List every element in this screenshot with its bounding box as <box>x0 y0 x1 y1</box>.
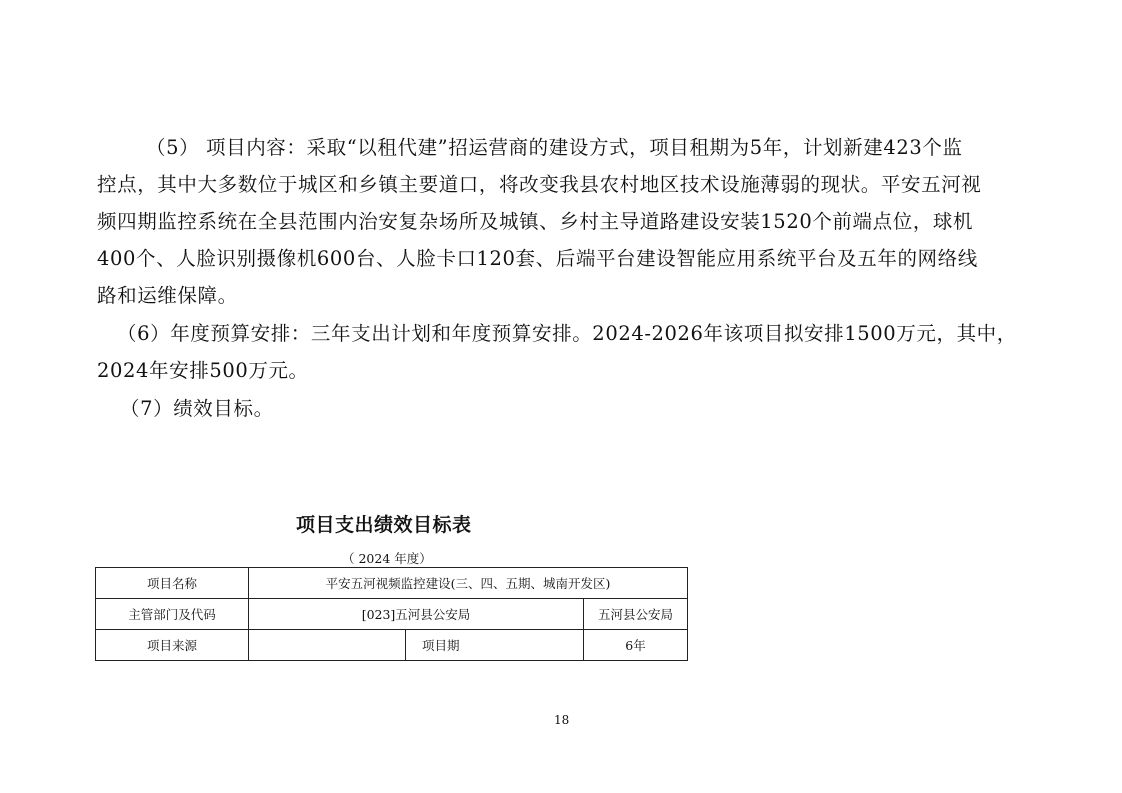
table-row-department <box>96 599 688 630</box>
table-title: 项目支出绩效目标表 <box>296 514 472 536</box>
paragraph-6-line-1: （6）年度预算安排：三年支出计划和年度预算安排。2024-2026年该项目拟安排1500万元，其中， <box>117 322 1017 345</box>
table-row-source <box>96 630 688 661</box>
department-code-value: [023]五河县公安局 <box>249 599 584 630</box>
table-row-project-name <box>96 568 688 599</box>
period-value: 6年 <box>584 630 688 661</box>
paragraph-5-line-5: 路和运维保障。 <box>97 284 238 307</box>
table-year: （ 2024 年度） <box>342 551 432 566</box>
department-label: 主管部门及代码 <box>96 599 249 630</box>
source-value <box>249 630 406 661</box>
page-number: 18 <box>554 713 570 727</box>
source-label: 项目来源 <box>96 630 249 661</box>
paragraph-5-line-4: 400个、人脸识别摄像机600台、人脸卡口120套、后端平台建设智能应用系统平台及五年的网络线 <box>97 247 978 270</box>
paragraph-7-line-1: （7）绩效目标。 <box>120 397 274 420</box>
period-label: 项目期 <box>406 630 584 661</box>
project-name-label: 项目名称 <box>96 568 249 599</box>
department-unit-value: 五河县公安局 <box>584 599 688 630</box>
performance-target-table <box>95 567 688 661</box>
paragraph-5-line-3: 频四期监控系统在全县范围内治安复杂场所及城镇、乡村主导道路建设安装1520个前端点位，球机 <box>97 210 974 233</box>
paragraph-5-line-1: （5） 项目内容：采取“以租代建”招运营商的建设方式，项目租期为5年，计划新建423个监 <box>146 136 963 159</box>
paragraph-5-line-2: 控点，其中大多数位于城区和乡镇主要道口，将改变我县农村地区技术设施薄弱的现状。平安五河视 <box>97 173 982 196</box>
project-name-value: 平安五河视频监控建设(三、四、五期、城南开发区) <box>249 568 688 599</box>
paragraph-6-line-2: 2024年安排500万元。 <box>97 359 309 382</box>
